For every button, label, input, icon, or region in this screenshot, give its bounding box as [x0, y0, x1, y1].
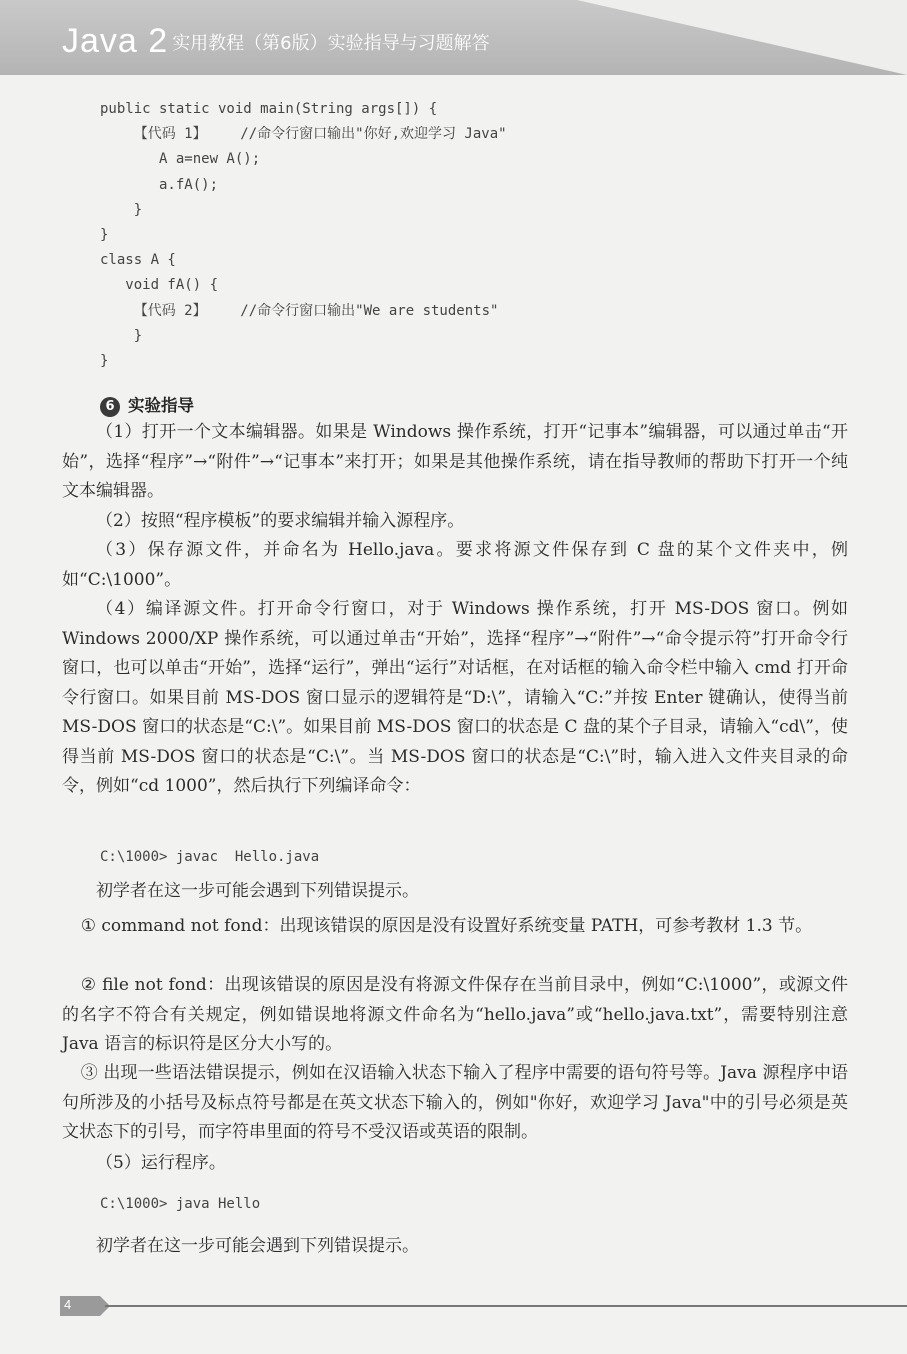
paragraph-step-2: （2）按照“程序模板”的要求编辑并输入源程序。	[96, 511, 465, 531]
compile-command: C:\1000> javac Hello.java	[100, 849, 320, 865]
paragraph-step-4: （4）编译源文件。打开命令行窗口，对于 Windows 操作系统，打开 MS-DOS 窗口。例如 Windows 2000/XP 操作系统，可以通过单击“开始”，选择“程序”→“附件”→“命令提示符”打开命令行窗口，也可以单击“开始”，选择“运行”，弹出“运行”对话框，在对话框的输入命令栏中输入 cmd 打开命令行窗口。如果目前 MS-DOS 窗口显示的逻辑符是“D:\”，请输入“C:”并按 Enter 键确认，使得当前 MS-DOS 窗口的状态是“C:\”。如果目前 MS-DOS 窗口的状态是 C 盘的某个子目录，请输入“cd\”，使得当前 MS-DOS 窗口的状态是“C:\”。当 MS-DOS 窗口的状态是“C:\”时，输入进入文件夹目录的命令，例如“cd 1000”，然后执行下列编译命令：	[62, 599, 848, 796]
section-number-badge: 6	[100, 397, 120, 417]
header-title	[62, 22, 490, 61]
section-heading	[100, 392, 194, 417]
paragraph-run-errors-intro: 初学者在这一步可能会遇到下列错误提示。	[96, 1236, 419, 1256]
paragraph-step-3: （3）保存源文件，并命名为 Hello.java。要求将源文件保存到 C 盘的某个文件夹中，例如“C:\1000”。	[62, 540, 848, 590]
header-title-sub: 实用教程（第6版）实验指导与习题解答	[172, 33, 490, 54]
paragraph-errors-intro: 初学者在这一步可能会遇到下列错误提示。	[96, 881, 419, 901]
section-title: 实验指导	[128, 396, 194, 415]
page-header	[0, 0, 907, 75]
paragraph-step-5: （5）运行程序。	[96, 1153, 226, 1173]
paragraph-error-3: ③ 出现一些语法错误提示，例如在汉语输入状态下输入了程序中需要的语句符号等。Java 源程序中语句所涉及的小括号及标点符号都是在英文状态下输入的，例如"你好，欢迎学习 Java"中的引号必须是英文状态下的引号，而字符串里面的符号不受汉语或英语的限制。	[62, 1063, 848, 1142]
code-template-block: public static void main(String args[]) { 【代码 1】 //命令行窗口输出"你好,欢迎学习 Java" A a=new A(); a.fA(); } } class A { void fA() { 【代码 2】 //命令行窗口输出"We are students" } }	[100, 101, 507, 370]
run-command: C:\1000> java Hello	[100, 1196, 261, 1212]
header-title-main: Java 2	[62, 22, 169, 60]
paragraph-error-2: ② file not fond：出现该错误的原因是没有将源文件保存在当前目录中，例如“C:\1000”，或源文件的名字不符合有关规定，例如错误地将源文件命名为“hello.java”或“hello.java.txt”，需要特别注意 Java 语言的标识符是区分大小写的。	[62, 975, 848, 1054]
header-corner-decoration	[577, 0, 907, 75]
page-number: 4	[64, 1297, 72, 1312]
paragraph-step-1: （1）打开一个文本编辑器。如果是 Windows 操作系统，打开“记事本”编辑器，可以通过单击“开始”，选择“程序”→“附件”→“记事本”来打开；如果是其他操作系统，请在指导教师的帮助下打开一个纯文本编辑器。	[62, 422, 848, 501]
footer-rule	[105, 1305, 907, 1307]
paragraph-error-1: ① command not fond：出现该错误的原因是没有设置好系统变量 PATH，可参考教材 1.3 节。	[80, 916, 813, 936]
